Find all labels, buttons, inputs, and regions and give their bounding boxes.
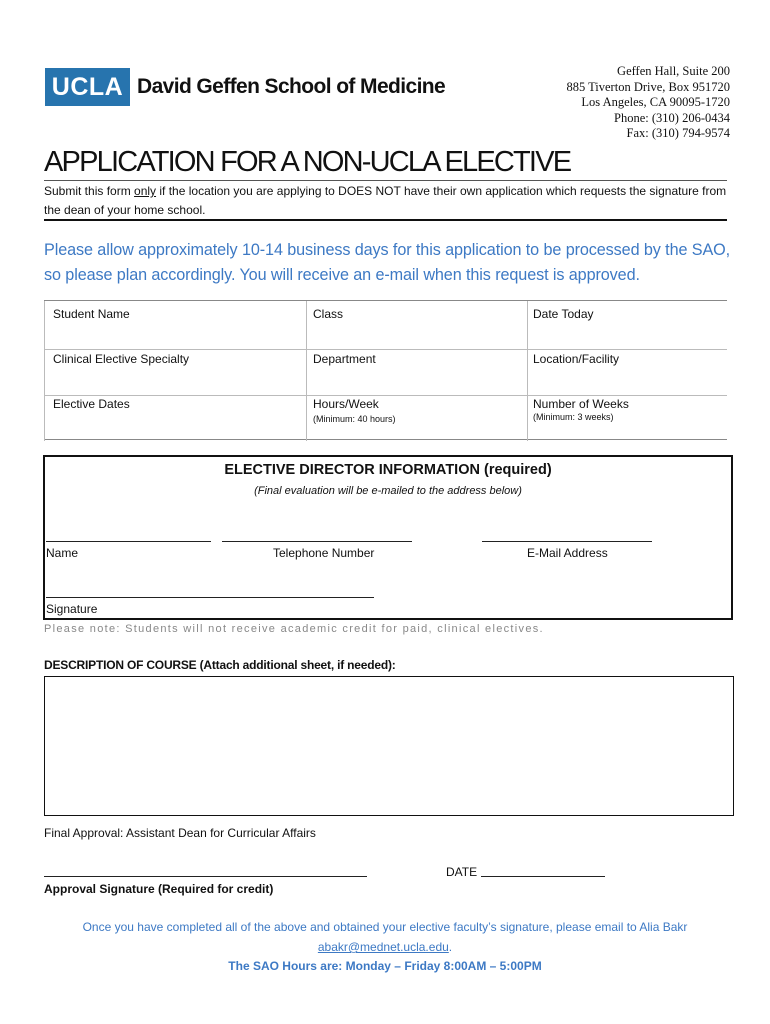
student-name-field[interactable]: Student Name [53, 307, 130, 321]
row-divider [44, 395, 727, 396]
office-address [566, 64, 730, 142]
approval-signature-label: Approval Signature (Required for credit) [44, 882, 274, 896]
address-line: 885 Tiverton Drive, Box 951720 [566, 79, 730, 94]
hours-minimum-note: (Minimum: 40 hours) [313, 414, 396, 424]
contact-email-row [0, 940, 770, 954]
number-weeks-field[interactable] [533, 397, 629, 422]
director-email-label: E-Mail Address [527, 546, 608, 560]
director-section-title: ELECTIVE DIRECTOR INFORMATION (required) [224, 462, 552, 478]
course-description-box[interactable] [44, 676, 734, 816]
school-name: David Geffen School of Medicine [137, 75, 446, 98]
director-name-line[interactable] [46, 541, 211, 542]
column-divider [306, 301, 307, 441]
elective-dates-field[interactable]: Elective Dates [53, 397, 130, 411]
approval-signature-line[interactable] [44, 876, 367, 877]
intro-emphasis: only [134, 184, 157, 198]
hours-week-label: Hours/Week [313, 397, 379, 411]
director-name-label: Name [46, 546, 79, 560]
location-field[interactable]: Location/Facility [533, 352, 620, 366]
director-email-line[interactable] [482, 541, 652, 542]
title-divider [44, 180, 727, 181]
final-approval-label: Final Approval: Assistant Dean for Curricular Affairs [44, 826, 316, 840]
hours-week-field[interactable] [313, 397, 396, 424]
address-line: Geffen Hall, Suite 200 [617, 64, 730, 78]
processing-notice: Please allow approximately 10-14 business days for this application to be processed by the SAO, so please plan accordingly. You will receive an e-mail when this request is approved. [44, 241, 731, 284]
director-section-subtitle: (Final evaluation will be e-mailed to the address below) [254, 485, 522, 497]
director-signature-label: Signature [46, 602, 98, 616]
elective-director-section [43, 455, 733, 620]
school-logo [45, 68, 445, 106]
contact-email-link[interactable]: abakr@mednet.ucla.edu [317, 940, 449, 954]
contact-email-suffix: . [448, 940, 453, 954]
phone-line: Phone: (310) 206-0434 [614, 110, 730, 125]
director-signature-line[interactable] [46, 597, 374, 598]
row-divider [44, 349, 727, 350]
intro-before: Submit this form [44, 184, 135, 198]
intro-after: if the location you are applying to DOES NOT have their own application which requests the signature from the dean of your home school. [44, 184, 727, 217]
director-phone-line[interactable] [222, 541, 412, 542]
ucla-logo-mark: UCLA [45, 68, 130, 106]
student-info-table [44, 300, 727, 440]
date-today-field[interactable]: Date Today [533, 307, 594, 321]
number-weeks-label: Number of Weeks [533, 397, 629, 411]
approval-date-label: DATE [446, 865, 478, 879]
specialty-field[interactable]: Clinical Elective Specialty [53, 352, 190, 366]
fax-line: Fax: (310) 794-9574 [626, 126, 730, 141]
intro-divider [44, 219, 727, 221]
submission-instructions: Once you have completed all of the above and obtained your elective faculty’s signature, please email to Alia Bakr [82, 920, 688, 934]
paid-elective-note: Please note: Students will not receive academic credit for paid, clinical electives. [44, 623, 544, 635]
approval-date-line[interactable] [481, 876, 605, 877]
office-hours: The SAO Hours are: Monday – Friday 8:00AM – 5:00PM [228, 959, 542, 973]
weeks-minimum-note: (Minimum: 3 weeks) [533, 412, 614, 422]
course-description-label: DESCRIPTION OF COURSE (Attach additional sheet, if needed): [44, 658, 396, 672]
table-border [44, 301, 45, 441]
intro-text [44, 182, 729, 220]
address-line: Los Angeles, CA 90095-1720 [581, 95, 730, 110]
department-field[interactable]: Department [313, 352, 376, 366]
class-field[interactable]: Class [313, 307, 344, 321]
column-divider [527, 301, 528, 441]
director-phone-label: Telephone Number [273, 546, 375, 560]
page-title: APPLICATION FOR A NON-UCLA ELECTIVE [44, 146, 571, 178]
